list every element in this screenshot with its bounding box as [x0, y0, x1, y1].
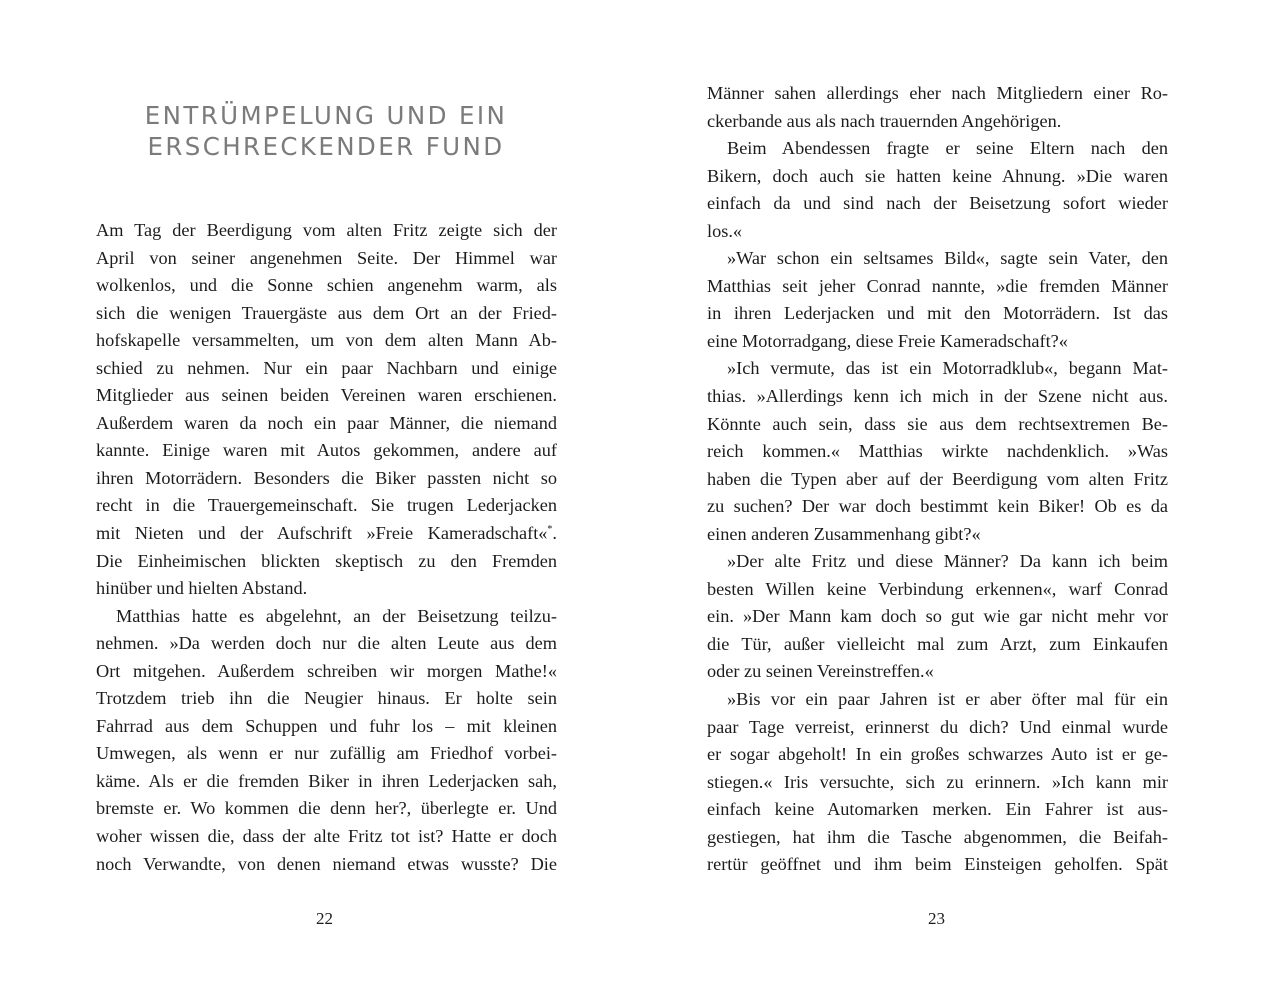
text-line: ihren Motorrädern. Besonders die Biker passten nicht so: [96, 467, 557, 488]
footnote-punctuation: .: [552, 523, 557, 544]
text-line: kannte. Einige waren mit Autos gekommen, andere auf: [96, 440, 557, 461]
text-line: einen anderen Zusammenhang gibt?«: [707, 523, 981, 544]
text-line: Männer sahen allerdings eher nach Mitgliedern einer Ro-: [707, 83, 1168, 103]
text-line: Die Einheimischen blickten skeptisch zu den Fremden: [96, 550, 557, 571]
right-page-body-text: [707, 80, 1168, 879]
page-number: 22: [316, 909, 333, 928]
text-line: wolkenlos, und die Sonne schien angenehm warm, als: [96, 275, 557, 296]
text-line-content: mit Nieten und der Aufschrift »Freie Kameradschaft«: [96, 523, 548, 544]
text-line: Außerdem waren da noch ein paar Männer, die niemand: [96, 412, 557, 433]
left-page-body-text: [96, 217, 557, 878]
text-line: gestiegen, hat ihm die Tasche abgenommen, die Beifah-: [707, 826, 1168, 847]
text-line: hinüber und hielten Abstand.: [96, 578, 308, 599]
right-page: [631, 0, 1263, 1000]
text-line: »Ich vermute, das ist ein Motorradklub«, begann Mat-: [727, 358, 1168, 379]
text-line: einfach keine Automarken merken. Ein Fahrer ist aus-: [707, 799, 1168, 820]
text-line: Bikern, doch auch sie hatten keine Ahnung. »Die waren: [707, 165, 1168, 186]
text-line: zu suchen? Der war doch bestimmt kein Biker! Ob es da: [707, 496, 1168, 517]
text-line: reich kommen.« Matthias wirkte nachdenklich. »Was: [707, 441, 1168, 462]
text-line: schied zu nehmen. Nur ein paar Nachbarn und einige: [96, 357, 557, 378]
text-line: käme. Als er die fremden Biker in ihren Lederjacken sah,: [96, 770, 557, 791]
text-line: Trotzdem trieb ihn die Neugier hinaus. Er holte sein: [96, 688, 557, 709]
text-line: nehmen. »Da werden doch nur die alten Leute aus dem: [96, 633, 557, 654]
text-line: Könnte auch sein, dass sie aus dem rechtsextremen Be-: [707, 413, 1168, 434]
text-line: er sogar abgeholt! In ein großes schwarzes Auto ist er ge-: [707, 744, 1168, 765]
text-line: Mitglieder aus seinen beiden Vereinen waren erschienen.: [96, 385, 557, 406]
text-line: ckerbande aus als nach trauernden Angehörigen.: [707, 110, 1062, 131]
text-line: ein. »Der Mann kam doch so gut wie gar nicht mehr vor: [707, 606, 1168, 627]
text-line: Ort mitgehen. Außerdem schreiben wir morgen Mathe!«: [96, 660, 557, 681]
text-line: Matthias hatte es abgelehnt, an der Beisetzung teilzu-: [116, 605, 557, 626]
text-line-with-footnote: [96, 520, 557, 548]
text-line: sich die wenigen Trauergäste aus dem Ort an der Fried-: [96, 302, 557, 323]
text-line: eine Motorradgang, diese Freie Kameradschaft?«: [707, 330, 1068, 351]
text-line: Fahrrad aus dem Schuppen und fuhr los – mit kleinen: [96, 715, 557, 736]
text-line: hofskapelle versammelten, um von dem alten Mann Ab-: [96, 330, 557, 351]
text-line: besten Willen keine Verbindung erkennen«, warf Conrad: [707, 578, 1168, 599]
text-line: April von seiner angenehmen Seite. Der Himmel war: [96, 247, 557, 268]
text-line: die Tür, außer vielleicht mal zum Arzt, zum Einkaufen: [707, 633, 1168, 654]
text-line: Am Tag der Beerdigung vom alten Fritz zeigte sich der: [96, 220, 557, 240]
text-line: bremste er. Wo kommen die denn her?, überlegte er. Und: [96, 798, 557, 819]
text-line: noch Verwandte, von denen niemand etwas wusste? Die: [96, 853, 557, 874]
page-number: 23: [928, 909, 945, 928]
text-line: Matthias seit jeher Conrad nannte, »die fremden Männer: [707, 275, 1168, 296]
text-line: »Der alte Fritz und diese Männer? Da kann ich beim: [727, 551, 1168, 572]
left-page: [0, 0, 631, 1000]
text-line: in ihren Lederjacken und mit den Motorrädern. Ist das: [707, 303, 1168, 324]
text-line: einfach da und sind nach der Beisetzung sofort wieder: [707, 193, 1168, 214]
text-line: Beim Abendessen fragte er seine Eltern nach den: [727, 138, 1168, 159]
text-line: thias. »Allerdings kenn ich mich in der Szene nicht aus.: [707, 386, 1168, 407]
text-line: woher wissen die, dass der alte Fritz tot ist? Hatte er doch: [96, 826, 557, 847]
text-line: oder zu seinen Vereinstreffen.«: [707, 661, 934, 682]
chapter-title-line: ENTRÜMPELUNG UND EIN: [144, 101, 508, 130]
text-line: rertür geöffnet und ihm beim Einsteigen geholfen. Spät: [707, 854, 1168, 875]
chapter-title: [96, 100, 556, 162]
text-line: Umwegen, als wenn er nur zufällig am Friedhof vorbei-: [96, 743, 557, 764]
text-line: recht in die Trauergemeinschaft. Sie trugen Lederjacken: [96, 495, 557, 516]
text-line: paar Tage verreist, erinnerst du dich? Und einmal wurde: [707, 716, 1168, 737]
chapter-title-line: ERSCHRECKENDER FUND: [147, 132, 505, 161]
text-line: stiegen.« Iris versuchte, sich zu erinnern. »Ich kann mir: [707, 771, 1168, 792]
text-line: los.«: [707, 220, 743, 241]
text-line: »Bis vor ein paar Jahren ist er aber öfter mal für ein: [727, 689, 1168, 710]
text-line: haben die Typen aber auf der Beerdigung vom alten Fritz: [707, 468, 1168, 489]
footnote-marker: *: [547, 523, 553, 535]
text-line: »War schon ein seltsames Bild«, sagte sein Vater, den: [727, 248, 1168, 269]
